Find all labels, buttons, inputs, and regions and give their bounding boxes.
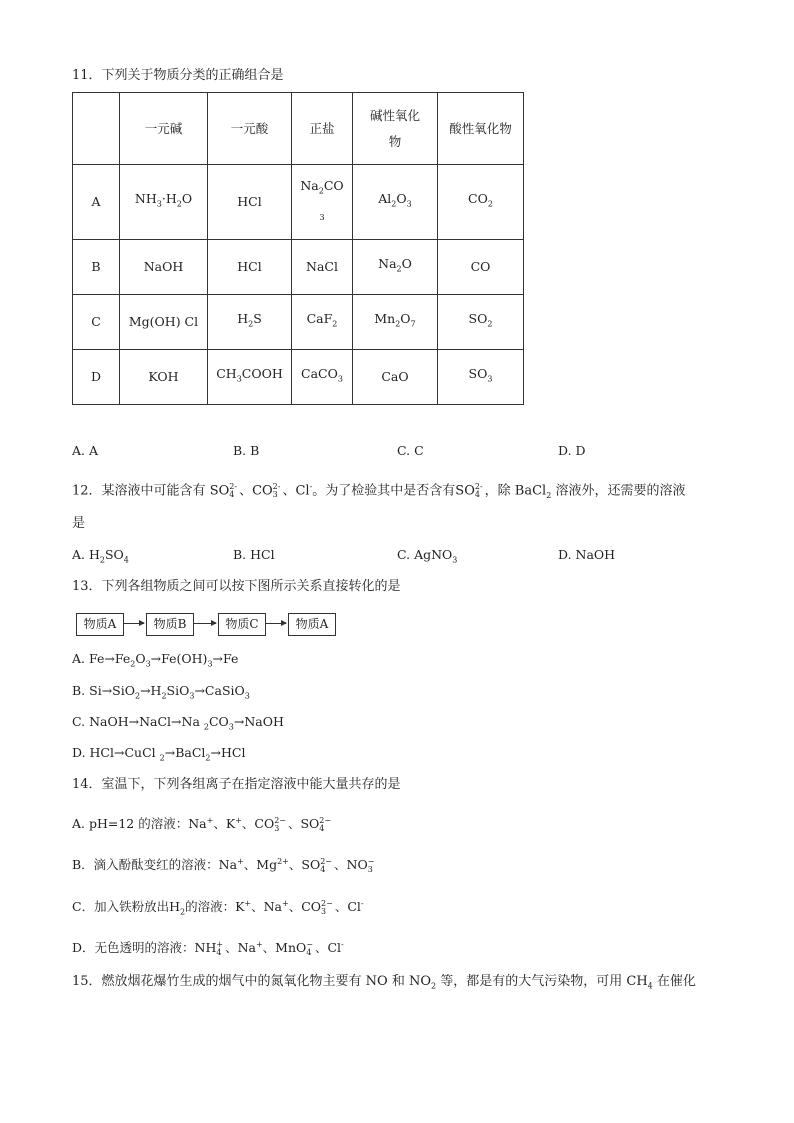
row-label: D xyxy=(73,350,120,405)
q14-option-a: A. pH=12 的溶液：Na+、K+、CO 2− 3 、SO 2− 4 xyxy=(72,815,332,833)
table-header-row xyxy=(73,93,524,165)
cell-base: Mg(OH) Cl xyxy=(120,295,208,350)
cell-base: KOH xyxy=(120,350,208,405)
q15-stem: 15．燃放烟花爆竹生成的烟气中的氮氧化物主要有 NO 和 $NO_2$ 等，都是有的大气污染物，可用 $CH_4$ 在催化 xyxy=(72,974,696,991)
q12-option-b: B. HCl xyxy=(233,547,275,562)
flow-box-a-end: 物质A xyxy=(288,613,336,636)
cell-acid: HCl xyxy=(208,240,292,295)
cell-acidic-oxide: CO xyxy=(438,240,524,295)
q14-option-d: D．无色透明的溶液：NH + 4 、Na+、MnO − 4 、Cl- xyxy=(72,939,344,957)
flow-arrow xyxy=(194,623,216,624)
cell-acidic-oxide: $SO_3$ xyxy=(438,350,524,405)
header-monoacid: 一元酸 xyxy=(208,93,292,165)
row-label: B xyxy=(73,240,120,295)
q13-option-a: A. $Fe\to Fe_2O_3\to Fe(OH)_3\to Fe$ xyxy=(72,651,239,669)
q11-option-a: A. A xyxy=(72,443,99,458)
cell-basic-oxide: $Mn_2O_7$ xyxy=(353,295,438,350)
classification-table xyxy=(72,92,524,405)
cell-salt: $Na_2CO$ 3 xyxy=(292,165,353,240)
flow-box-c: 物质C xyxy=(218,613,266,636)
table-row xyxy=(73,240,524,295)
q13-option-c: C. NaOH→NaCl→Na $_2CO_3\to NaOH$ xyxy=(72,714,284,732)
cell-salt: NaCl xyxy=(292,240,353,295)
row-label: C xyxy=(73,295,120,350)
cell-acidic-oxide: $SO_2$ xyxy=(438,295,524,350)
q12-option-c: C. AgNO$_3$ xyxy=(397,547,458,565)
flow-arrow xyxy=(266,623,286,624)
q13-stem: 13．下列各组物质之间可以按下图所示关系直接转化的是 xyxy=(72,579,401,594)
header-blank xyxy=(73,93,120,165)
cell-acid: $H_2S$ xyxy=(208,295,292,350)
cell-base: NaOH xyxy=(120,240,208,295)
row-label: A xyxy=(73,165,120,240)
header-basic-oxide: 碱性氧化 物 xyxy=(353,93,438,165)
q11-option-b: B. B xyxy=(233,443,260,458)
q14-stem: 14．室温下，下列各组离子在指定溶液中能大量共存的是 xyxy=(72,777,401,792)
q12-option-d: D. NaOH xyxy=(558,547,616,562)
q11-option-c: C. C xyxy=(397,443,424,458)
flow-box-a: 物质A xyxy=(76,613,124,636)
flow-arrow xyxy=(124,623,144,624)
header-normal-salt: 正盐 xyxy=(292,93,353,165)
table-row xyxy=(73,295,524,350)
q12-option-a: A. $H_2SO_4$ xyxy=(72,547,129,565)
q13-option-b: B. $Si\to SiO_2\to H_2SiO_3\to CaSiO_3$ xyxy=(72,683,250,701)
cell-base: $NH_3\cdot H_2O$ xyxy=(120,165,208,240)
q14-option-c: C．加入铁粉放出$H_2$的溶液：K+、Na+、CO 2− 3 、Cl- xyxy=(72,898,364,917)
q11-option-d: D. D xyxy=(558,443,586,458)
cell-salt: CaCO$_3$ xyxy=(292,350,353,405)
cell-basic-oxide: $Na_2O$ xyxy=(353,240,438,295)
cell-acid: $CH_3COOH$ xyxy=(208,350,292,405)
cell-acid: HCl xyxy=(208,165,292,240)
table-row xyxy=(73,350,524,405)
q13-option-d: D. HCl→CuCl $_2$→BaCl$_2$→HCl xyxy=(72,745,246,763)
header-acidic-oxide: 酸性氧化物 xyxy=(438,93,524,165)
cell-salt: CaF$_2$ xyxy=(292,295,353,350)
q12-stem-line2: 是 xyxy=(72,516,86,531)
q12-stem-line1: 12．某溶液中可能含有 SO 2- 4 、CO 2- 3 、Cl-。为了检验其中是否含有SO 2- 4 ，除 BaCl$_2$ 溶液外，还需要的溶液 xyxy=(72,481,686,500)
cell-basic-oxide: $Al_2O_3$ xyxy=(353,165,438,240)
cell-basic-oxide: CaO xyxy=(353,350,438,405)
q11-stem: 11．下列关于物质分类的正确组合是 xyxy=(72,68,284,83)
flow-box-b: 物质B xyxy=(146,613,194,636)
header-monobase: 一元碱 xyxy=(120,93,208,165)
q14-option-b: B．滴入酚酞变红的溶液：Na+、$Mg^{2+}$、SO 2− 4 、NO − 3 xyxy=(72,856,375,874)
table-row xyxy=(73,165,524,240)
cell-acidic-oxide: $CO_2$ xyxy=(438,165,524,240)
